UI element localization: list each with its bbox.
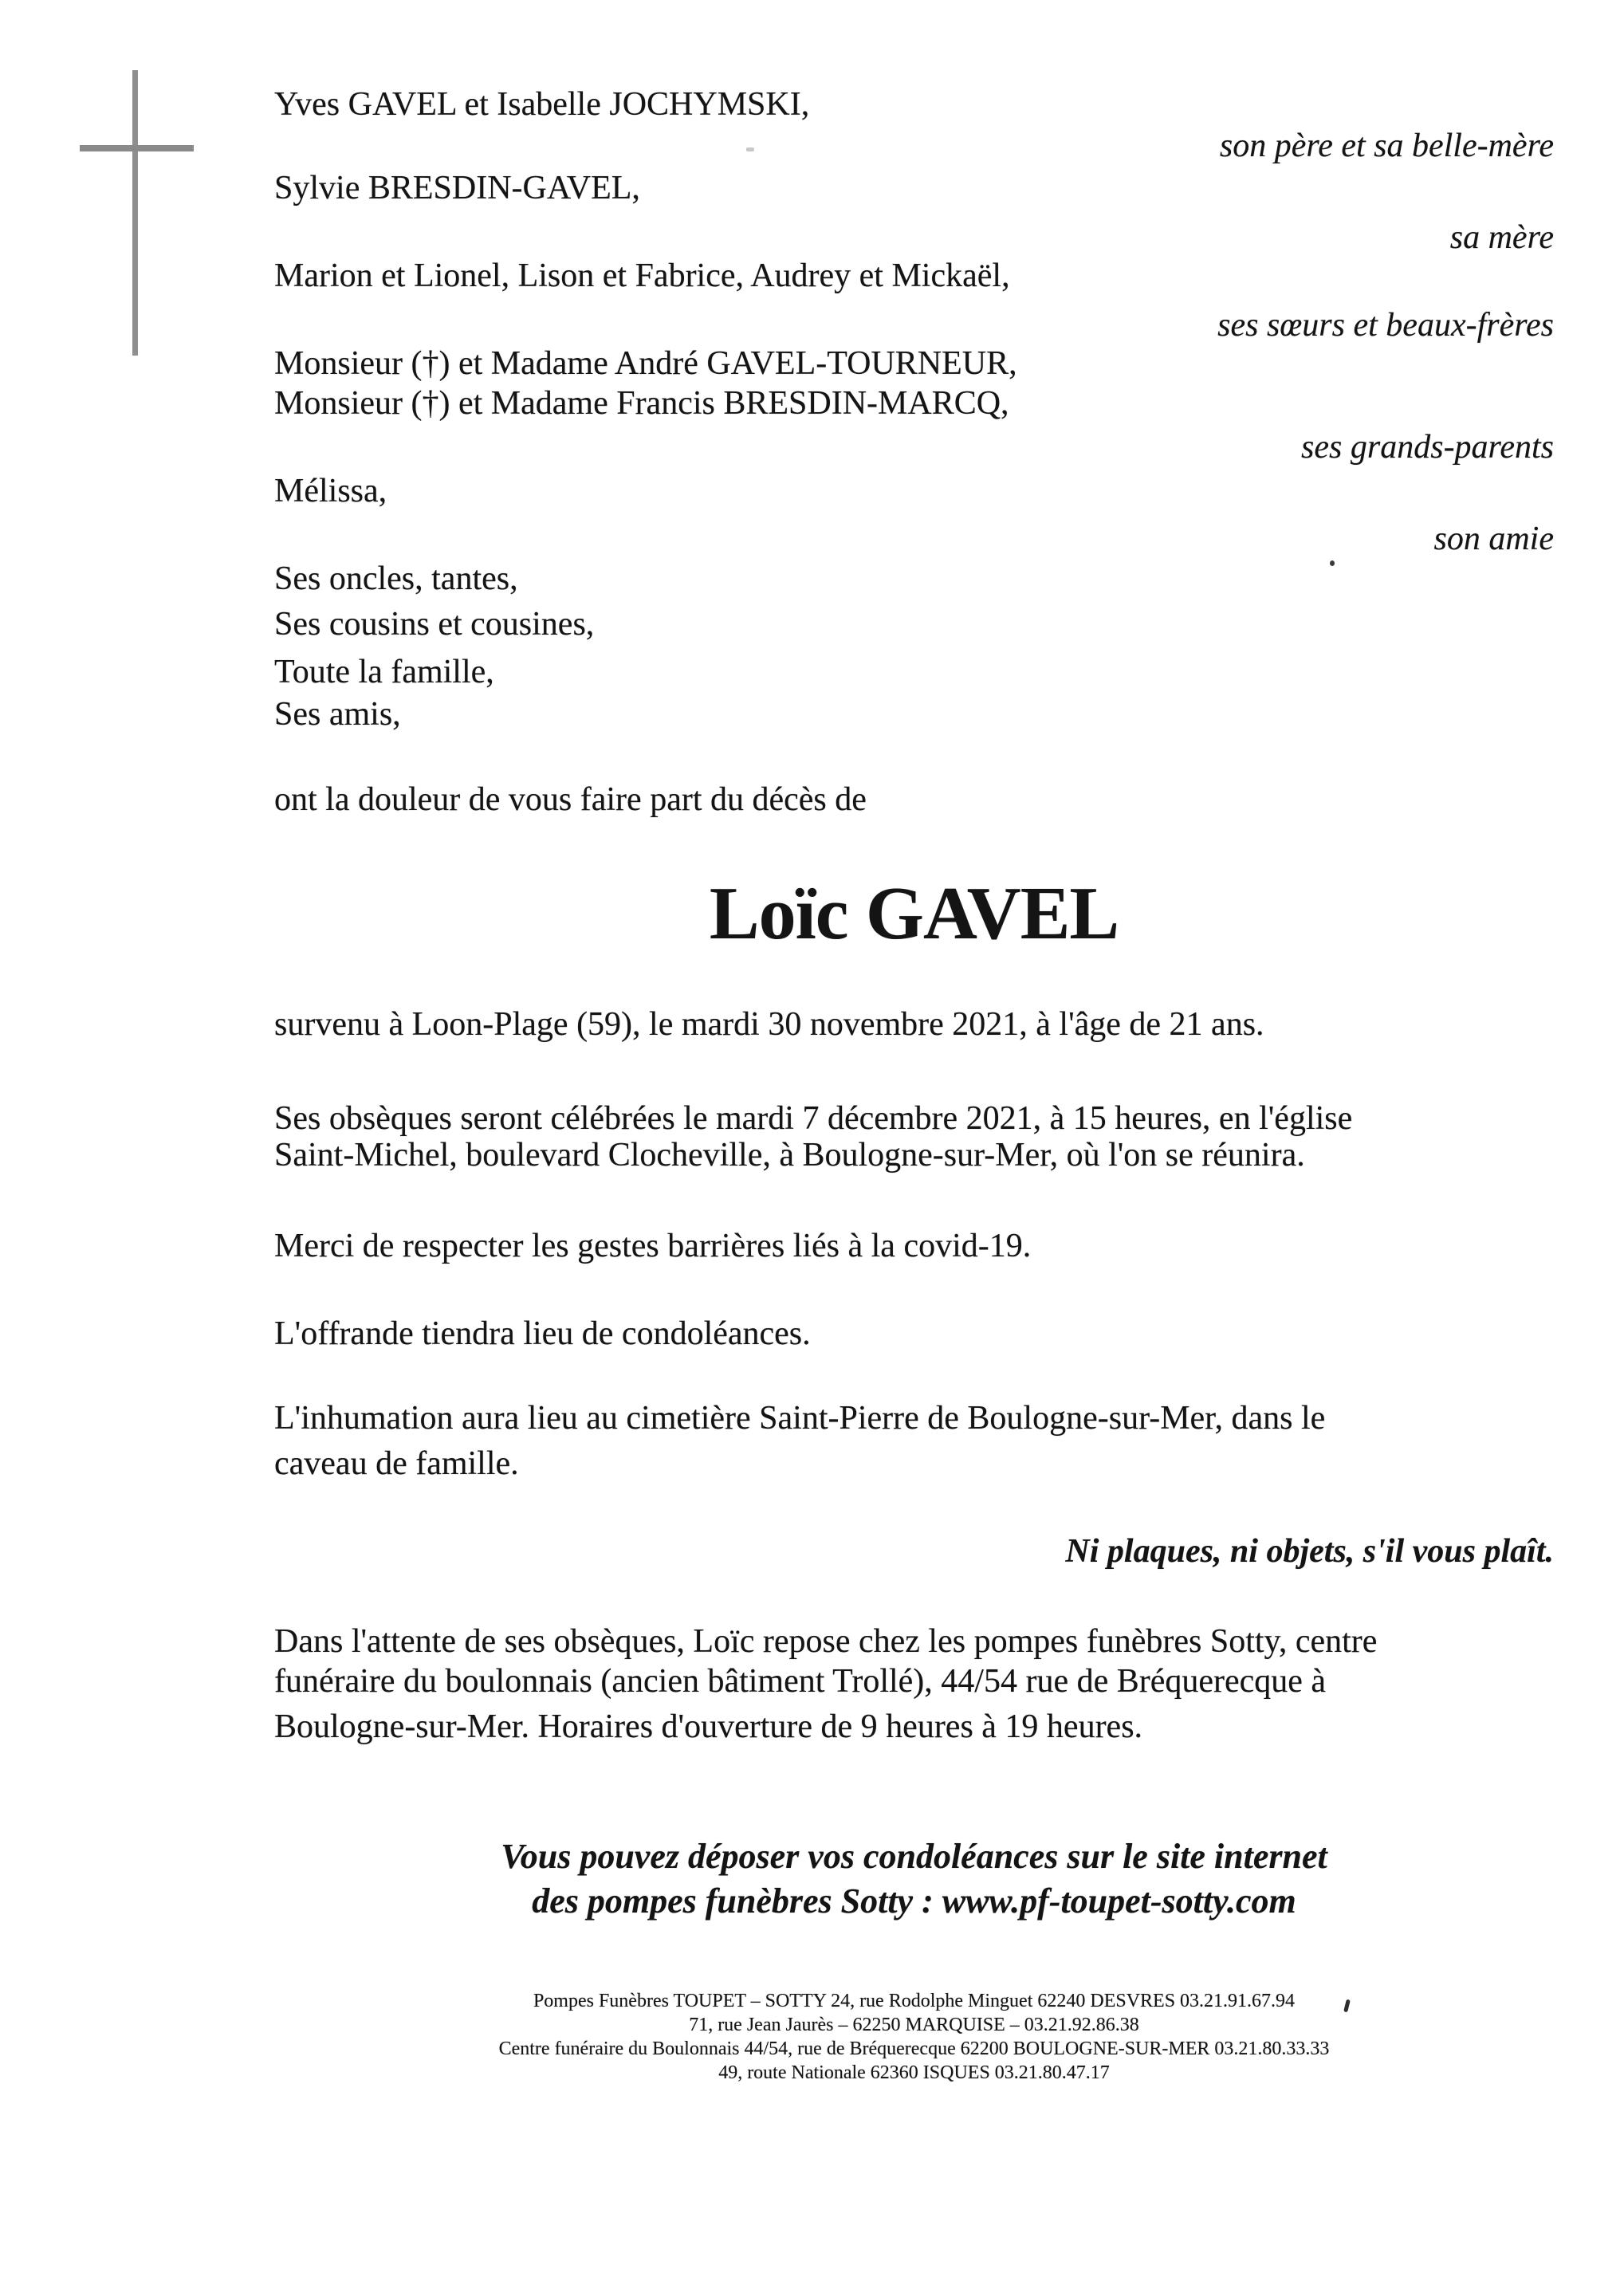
relation-label: ses sœurs et beaux-frères: [1217, 307, 1554, 344]
relation-label: son amie: [1433, 521, 1554, 557]
relation-label: ses grands-parents: [1301, 429, 1554, 466]
relation-label: son père et sa belle-mère: [1219, 128, 1554, 164]
repose-line: Dans l'attente de ses obsèques, Loïc repose chez les pompes funèbres Sotty, centre: [274, 1623, 1378, 1660]
no-plaques-request-line: Ni plaques, ni objets, s'il vous plaît.: [1065, 1533, 1554, 1570]
funeral-home-footer-line: 49, route Nationale 62360 ISQUES 03.21.80.47.17: [718, 2062, 1110, 2083]
condolences-website-line: des pompes funèbres Sotty : www.pf-toupet-sotty.com: [532, 1881, 1296, 1921]
memorial-cross-horizontal: [80, 145, 194, 151]
burial-line: L'inhumation aura lieu au cimetière Saint-Pierre de Boulogne-sur-Mer, dans le: [274, 1400, 1326, 1437]
funeral-line: Saint-Michel, boulevard Clocheville, à Boulogne-sur-Mer, où l'on se réunira.: [274, 1137, 1305, 1174]
family-line: Ses amis,: [274, 696, 401, 733]
repose-line: funéraire du boulonnais (ancien bâtiment Trollé), 44/54 rue de Bréquerecque à: [274, 1663, 1327, 1700]
family-line: Mélissa,: [274, 473, 387, 509]
family-line: Marion et Lionel, Lison et Fabrice, Audrey et Mickaël,: [274, 258, 1010, 294]
memorial-cross-vertical: [132, 70, 138, 356]
funeral-line: Ses obsèques seront célébrées le mardi 7 décembre 2021, à 15 heures, en l'église: [274, 1100, 1353, 1137]
scan-speck: [1330, 560, 1335, 566]
covid-notice-line: Merci de respecter les gestes barrières liés à la covid-19.: [274, 1228, 1032, 1264]
family-line: Sylvie BRESDIN-GAVEL,: [274, 170, 640, 206]
relation-label: sa mère: [1449, 219, 1554, 256]
family-line: Monsieur (†) et Madame André GAVEL-TOURNEUR,: [274, 345, 1017, 382]
offering-line: L'offrande tiendra lieu de condoléances.: [274, 1315, 811, 1352]
family-line: Ses oncles, tantes,: [274, 560, 518, 597]
scan-speck: [746, 147, 754, 151]
family-line: Yves GAVEL et Isabelle JOCHYMSKI,: [274, 86, 810, 123]
funeral-home-footer-line: Centre funéraire du Boulonnais 44/54, rue de Bréquerecque 62200 BOULOGNE-SUR-MER 03.21.80.33.33: [498, 2038, 1330, 2059]
funeral-home-footer-line: 71, rue Jean Jaurès – 62250 MARQUISE – 03.21.92.86.38: [689, 2015, 1139, 2035]
family-line: Monsieur (†) et Madame Francis BRESDIN-MARCQ,: [274, 385, 1009, 422]
condolences-website-line: Vous pouvez déposer vos condoléances sur le site internet: [501, 1837, 1327, 1876]
death-details-line: survenu à Loon-Plage (59), le mardi 30 novembre 2021, à l'âge de 21 ans.: [274, 1006, 1264, 1043]
announcement-intro: ont la douleur de vous faire part du décès de: [274, 781, 867, 818]
repose-line: Boulogne-sur-Mer. Horaires d'ouverture de 9 heures à 19 heures.: [274, 1708, 1143, 1745]
family-line: Ses cousins et cousines,: [274, 606, 595, 643]
burial-line: caveau de famille.: [274, 1445, 519, 1482]
deceased-name-title: Loïc GAVEL: [709, 872, 1119, 955]
family-line: Toute la famille,: [274, 654, 494, 690]
funeral-home-footer-line: Pompes Funèbres TOUPET – SOTTY 24, rue Rodolphe Minguet 62240 DESVRES 03.21.91.67.94: [533, 1991, 1296, 2011]
